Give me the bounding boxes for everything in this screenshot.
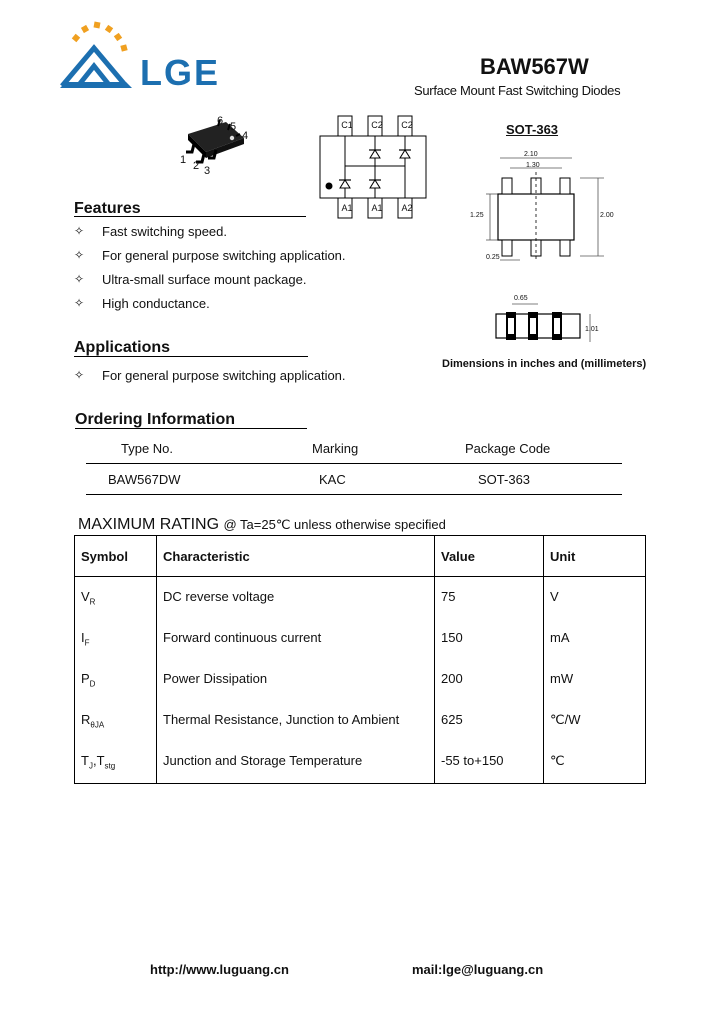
dim-2-10: 2.10 [524,151,538,158]
ordering-marking-value: KAC [319,472,346,487]
ordering-divider [75,428,307,429]
application-text: For general purpose switching application. [102,368,346,383]
pin-label-a1-b: A1 [371,203,383,213]
value-text: 150 [441,630,463,645]
dim-1-25: 1.25 [470,212,484,219]
dimensions-caption: Dimensions in inches and (millimeters) [442,358,647,370]
outline-side-view-icon [490,296,600,346]
pin-label-a2: A2 [401,203,413,213]
header-value: Value [435,536,544,577]
char-text: Junction and Storage Temperature [163,753,363,768]
pin-number-1: 1 [180,154,187,166]
table-header-row [75,536,646,577]
value-column [435,577,544,784]
footer-website-link[interactable]: http://www.luguang.cn [150,962,289,977]
dim-0-25: 0.25 [486,254,500,261]
pin-label-a1-a: A1 [341,203,353,213]
max-rating-condition: @ Ta=25℃ unless otherwise specified [223,517,446,532]
unit-text: mA [550,630,570,645]
outline-top-view-icon [478,148,618,266]
dim-2-00: 2.00 [600,212,614,219]
pin-label-c2-b: C2 [401,120,413,130]
value-text: 625 [441,712,463,727]
unit-text: ℃/W [550,712,581,727]
feature-item [74,224,374,240]
unit-text: mW [550,671,574,686]
applications-divider [74,356,308,357]
outline-top-view [478,148,618,266]
feature-text: For general purpose switching application. [102,248,346,263]
unit-column [544,577,646,784]
bullet-star-icon: ✧ [74,224,85,238]
logo [58,20,138,92]
char-text: DC reverse voltage [163,589,275,604]
unit-text: ℃ [550,753,565,768]
ordering-header-rule [86,463,622,464]
application-item [74,368,374,384]
feature-item [74,248,374,264]
features-divider [74,216,306,217]
ordering-package-value: SOT-363 [478,472,531,487]
symbol-vr: $V_R$ [81,589,96,607]
package-illustration [174,112,258,180]
symbol-rtheta: $R_{\theta JA}$ [81,712,105,730]
brand-name: LGE [140,52,221,93]
bullet-star-icon: ✧ [74,368,85,382]
value-text: 200 [441,671,463,686]
symbol-if: $I_F$ [81,630,90,648]
header-unit: Unit [544,536,646,577]
table-body-row [75,577,646,784]
bullet-star-icon: ✧ [74,272,85,286]
part-description: Surface Mount Fast Switching Diodes [414,83,621,98]
char-text: Power Dissipation [163,671,268,686]
value-text: 75 [441,589,456,604]
symbol-pd: $P_D$ [81,671,96,689]
max-rating-title: MAXIMUM RATING [78,516,220,533]
pin-number-2: 2 [193,160,200,172]
features-heading: Features [74,200,141,217]
footer-email-link[interactable]: mail:lge@luguang.cn [412,962,544,977]
value-text: -55 to+150 [441,753,504,768]
header-characteristic: Characteristic [157,536,435,577]
pin-number-5: 5 [230,121,237,133]
ordering-header-type: Type No. [121,441,174,456]
outline-side-view [490,296,600,346]
max-rating-table [74,535,646,784]
bullet-star-icon: ✧ [74,296,85,310]
dim-0-65: 0.65 [514,295,528,302]
characteristic-column [157,577,435,784]
sot363-package-icon [174,112,258,180]
symbol-tj-tstg: $T_J,T_{stg}$ [81,753,116,771]
pin-label-c2-a: C2 [371,120,383,130]
feature-text: High conductance. [102,296,210,311]
pin-label-c1: C1 [341,120,353,130]
applications-heading: Applications [74,339,171,356]
ordering-header-package: Package Code [465,441,551,456]
max-rating-heading [78,516,446,534]
symbol-column [75,577,157,784]
ordering-header-marking: Marking [312,441,359,456]
char-text: Thermal Resistance, Junction to Ambient [163,712,400,727]
part-number-title: BAW567W [480,54,589,79]
bullet-star-icon: ✧ [74,248,85,262]
ordering-bottom-rule [86,494,622,495]
package-outline-label: SOT-363 [506,122,559,137]
feature-item [74,272,374,288]
dim-1-30: 1.30 [526,162,540,169]
unit-text: V [550,589,559,604]
ordering-type-value: BAW567DW [108,472,181,487]
feature-item [74,296,374,312]
pin-number-4: 4 [242,130,249,142]
logo-mark-icon [58,20,138,92]
feature-text: Fast switching speed. [102,224,228,239]
feature-text: Ultra-small surface mount package. [102,272,307,287]
dim-1-01: 1.01 [585,326,599,333]
ordering-heading: Ordering Information [75,411,235,428]
pin-number-6: 6 [217,115,224,127]
header-symbol: Symbol [75,536,157,577]
char-text: Forward continuous current [163,630,322,645]
pin-number-3: 3 [204,165,211,177]
